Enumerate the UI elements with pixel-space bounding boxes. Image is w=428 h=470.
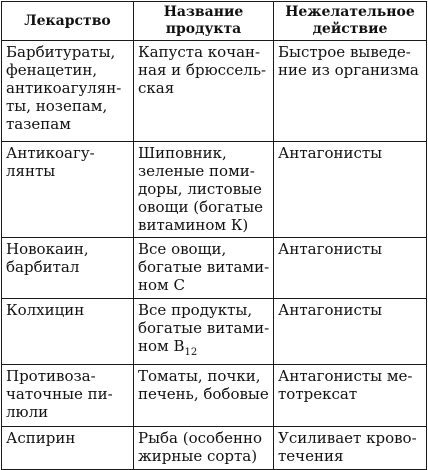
drug-food-interaction-table-wrapper — [1, 1, 427, 470]
cell-line: течения — [278, 447, 344, 465]
header-product-line: продукта — [165, 21, 242, 37]
table-row — [2, 238, 427, 299]
table-row — [2, 365, 427, 427]
cell-product — [134, 142, 274, 238]
cell-line: Аспирин — [6, 429, 76, 447]
cell-line: овощи (богатые — [138, 198, 264, 216]
cell-effect — [274, 142, 427, 238]
cell-line: печень, бобовые — [138, 385, 269, 403]
cell-line: Антагонисты — [278, 144, 383, 162]
cell-line: ном С — [138, 276, 185, 294]
cell-line: Барбитураты, — [6, 43, 116, 61]
cell-line: антикоагулян- — [6, 79, 122, 97]
cell-effect — [274, 238, 427, 299]
vitamin-subscript: 12 — [184, 347, 198, 358]
cell-line: Усиливает крово- — [278, 429, 417, 447]
cell-line: Томаты, почки, — [138, 367, 261, 385]
cell-text: ном В — [138, 337, 185, 355]
cell-drug — [2, 365, 134, 427]
table-row — [2, 41, 427, 142]
cell-line: зеленые поми- — [138, 162, 255, 180]
table-row — [2, 142, 427, 238]
cell-line: лянты — [6, 162, 56, 180]
cell-line: Рыба (особенно — [138, 429, 263, 447]
cell-drug — [2, 41, 134, 142]
cell-effect — [274, 427, 427, 470]
cell-product — [134, 427, 274, 470]
cell-line: ская — [138, 79, 175, 97]
cell-line: фенацетин, — [6, 61, 98, 79]
cell-line: Колхицин — [6, 301, 85, 319]
header-drug — [2, 2, 134, 41]
cell-line: тазепам — [6, 115, 71, 133]
cell-line: витамином К) — [138, 216, 249, 234]
cell-product — [134, 41, 274, 142]
cell-line: барбитал — [6, 258, 80, 276]
header-product-line: Название — [163, 4, 244, 20]
cell-line: Все овощи, — [138, 240, 227, 258]
table-row — [2, 427, 427, 470]
cell-line: ние из организма — [278, 61, 419, 79]
cell-line: Быстрое выведе- — [278, 43, 411, 61]
cell-product — [134, 238, 274, 299]
cell-line: люли — [6, 403, 49, 421]
header-effect — [274, 2, 427, 41]
cell-product — [134, 299, 274, 365]
cell-line: тотрексат — [278, 385, 358, 403]
cell-line: Противоза- — [6, 367, 96, 385]
cell-line: Шиповник, — [138, 144, 227, 162]
cell-line: Антагонисты — [278, 240, 383, 258]
header-row — [2, 2, 427, 41]
header-product — [134, 2, 274, 41]
cell-effect — [274, 41, 427, 142]
header-effect-line: Нежелательное — [285, 4, 415, 20]
cell-line: богатые витами- — [138, 319, 270, 337]
cell-line: Антикоагу- — [6, 144, 95, 162]
cell-line: Антагонисты — [278, 301, 383, 319]
cell-line: чаточные пи- — [6, 385, 113, 403]
cell-line: доры, листовые — [138, 180, 262, 198]
drug-food-interaction-table — [1, 1, 427, 470]
cell-line: жирные сорта) — [138, 447, 258, 465]
cell-line: Антагонисты ме- — [278, 367, 413, 385]
cell-line: Новокаин, — [6, 240, 89, 258]
cell-drug — [2, 238, 134, 299]
cell-line: Все продукты, — [138, 301, 253, 319]
cell-drug — [2, 299, 134, 365]
cell-line: ты, нозепам, — [6, 97, 108, 115]
cell-drug — [2, 427, 134, 470]
cell-effect — [274, 365, 427, 427]
cell-effect — [274, 299, 427, 365]
cell-line: Капуста кочан- — [138, 43, 261, 61]
header-drug-line: Лекарство — [24, 12, 111, 29]
cell-line: богатые витами- — [138, 258, 270, 276]
header-effect-line: действие — [312, 21, 388, 37]
cell-drug — [2, 142, 134, 238]
cell-line: ная и брюссель- — [138, 61, 267, 79]
cell-product — [134, 365, 274, 427]
cell-line — [138, 337, 269, 358]
table-row — [2, 299, 427, 365]
